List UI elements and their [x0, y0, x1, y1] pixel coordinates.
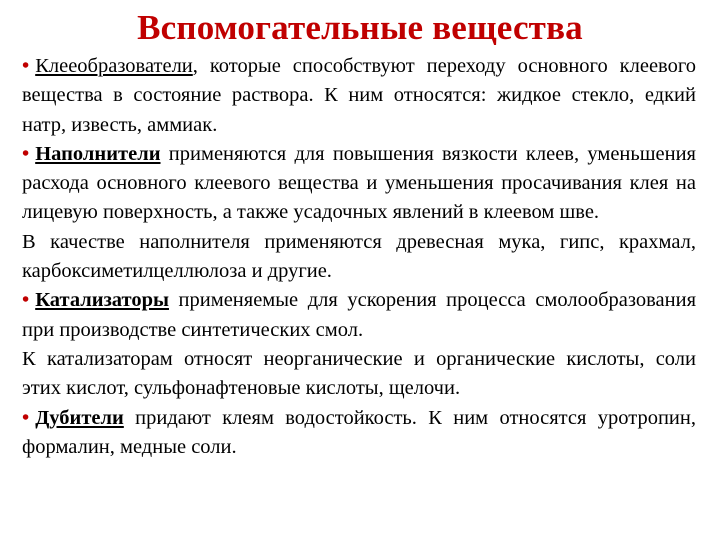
bullet-icon: • [22, 406, 30, 429]
term-tanning-agents: Дубители [35, 406, 124, 429]
paragraph-text: В качестве наполнителя применяются древесная мука, гипс, крахмал, карбоксиметилцеллюлоза и другие. [22, 230, 696, 283]
paragraph-text: , которые способствуют переходу основного клеевого вещества в состояние раствора. К ним относятся: жидкое стекло, едкий натр, известь, аммиак. [22, 55, 696, 136]
slide-body [22, 52, 696, 462]
term-binders: Клееобразователи [35, 55, 193, 77]
slide-title: Вспомогательные вещества [137, 8, 583, 47]
paragraph-text: придают клеям водостойкость. К ним относятся уротропин, формалин, медные соли. [22, 406, 696, 458]
paragraph-fillers-examples [22, 228, 696, 287]
paragraph-binders [22, 52, 696, 140]
paragraph-catalysts [22, 286, 696, 345]
term-catalysts: Катализаторы [35, 289, 169, 312]
bullet-icon: • [22, 289, 30, 312]
term-fillers: Наполнители [35, 142, 161, 165]
paragraph-text: применяются для повышения вязкости клеев, уменьшения расхода основного клеевого вещества и уменьшения просачивания клея на лицевую поверхность, а также усадочных явлений в клеевом шве. [22, 142, 696, 224]
paragraph-catalysts-examples [22, 345, 696, 404]
paragraph-text: К катализаторам относят неорганические и органические кислоты, соли этих кислот, сульфонафтеновые кислоты, щелочи. [22, 347, 696, 400]
paragraph-text: применяемые для ускорения процесса смолообразования при производстве синтетических смол. [22, 289, 696, 341]
bullet-icon: • [22, 142, 30, 165]
paragraph-tanning-agents [22, 404, 696, 463]
paragraph-fillers [22, 140, 696, 228]
bullet-icon: • [22, 55, 30, 77]
